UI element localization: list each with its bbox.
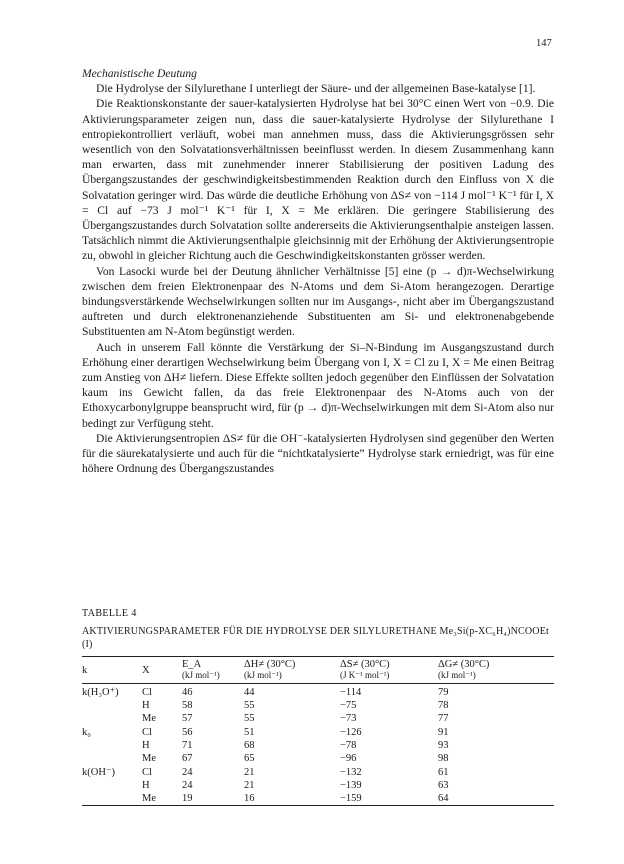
table-row: [82, 779, 554, 792]
section-heading: Mechanistische Deutung: [82, 67, 197, 80]
table-row: [82, 792, 554, 806]
table-cell: Me: [142, 793, 156, 804]
table-cell: 44: [244, 687, 255, 698]
table-bottom-rule: [82, 806, 554, 813]
table-cell: 46: [182, 687, 193, 698]
table-block: [82, 608, 554, 812]
table-cell: Cl: [142, 727, 152, 738]
table-cell: [82, 779, 142, 792]
column-header: k: [82, 657, 142, 684]
table-cell: 79: [438, 687, 449, 698]
table-cell: −96: [340, 753, 357, 764]
table-row: [82, 765, 554, 779]
column-header: ΔG≠ (30°C) (kJ mol⁻¹): [438, 657, 554, 684]
column-header: E_A (kJ mol⁻¹): [182, 657, 244, 684]
table-cell: 67: [182, 753, 193, 764]
table-cell: 51: [244, 727, 255, 738]
table-cell: −78: [340, 740, 357, 751]
table-cell: −114: [340, 687, 362, 698]
table-cell: −139: [340, 780, 362, 791]
table-cell: 55: [244, 700, 255, 711]
body-text: [82, 66, 554, 476]
table-cell: H: [142, 740, 150, 751]
table-cell: 56: [182, 727, 193, 738]
table-cell: −75: [340, 700, 357, 711]
paragraph: Die Reaktionskonstante der sauer-katalysierten Hydrolyse hat bei 30°C einen Wert von −0.9. Die Aktivierungsparameter zeigen nun, dass die sauer-katalysierte Hydrolyse der Silylurethane I entropiekontrolliert verläuft, wobei man annehmen muss, dass die Aktivierungsgrössen sehr wesentlich von den Solvatationsverhältnissen beeinflusst werden. In diesem Zusammenhang kann man erwarten, dass mit zunehmender innerer Stabilisierung der positiven Ladung des Übergangszustandes der geschwindigkeitsbestimmenden Reaktion durch den Einfluss von X die Solvatation geringer wird. Das würde die deutliche Erhöhung von ΔS≠ von −114 J mol⁻¹ K⁻¹ für I, X = Cl auf −73 J mol⁻¹ K⁻¹ für I, X = Me erklären. Die geringere Stabilisierung des Übergangszustandes durch Solvatation sollte andererseits die Aktivierungsenthalpie ansteigen lassen. Tatsächlich nimmt die Aktivierungsenthalpie gleichsinnig mit der Erhöhung der Aktivierungsentropie zu, obwohl in gleicher Richtung auch die Geschwindigkeitskonstanten grösser werden.: [82, 97, 554, 263]
table-cell: [82, 752, 142, 765]
table-cell: 21: [244, 767, 255, 778]
table-cell: 91: [438, 727, 449, 738]
table-cell: 55: [244, 713, 255, 724]
table-cell: H: [142, 780, 150, 791]
table-row: [82, 684, 554, 700]
table-cell: Cl: [142, 687, 152, 698]
table-cell: [82, 699, 142, 712]
table-cell: 64: [438, 793, 449, 804]
table-cell: 58: [182, 700, 193, 711]
table-cell: 65: [244, 753, 255, 764]
table-cell: 77: [438, 713, 449, 724]
activation-parameters-table: [82, 656, 554, 812]
table-cell: H: [142, 700, 150, 711]
table-cell: 19: [182, 793, 193, 804]
table-label: TABELLE 4: [82, 608, 137, 619]
table-cell: 78: [438, 700, 449, 711]
table-cell: 71: [182, 740, 193, 751]
paragraph: Die Aktivierungsentropien ΔS≠ für die OH⁻-katalysierten Hydrolysen sind gegenüber den Werten für die säurekatalysierte und auch für die “nichtkatalysierte” Hydrolyse stark erniedrigt, was für eine höhere Ordnung des Übergangszustandes: [82, 431, 554, 476]
table-row: [82, 699, 554, 712]
table-cell: −126: [340, 727, 362, 738]
table-cell: −132: [340, 767, 362, 778]
table-cell: 24: [182, 767, 193, 778]
table-cell: −73: [340, 713, 357, 724]
column-header: X: [142, 657, 182, 684]
table-row: [82, 712, 554, 725]
paragraph: Die Hydrolyse der Silylurethane I unterliegt der Säure- und der allgemeinen Base-katalyse [1].: [96, 82, 536, 96]
table-cell: 93: [438, 740, 449, 751]
table-cell: −159: [340, 793, 362, 804]
table-cell: Me: [142, 753, 156, 764]
table-caption: AKTIVIERUNGSPARAMETER FÜR DIE HYDROLYSE DER SILYLURETHANE Me₃Si(p-XC₆H₄)NCOOEt (I): [82, 626, 550, 650]
table-cell: 16: [244, 793, 255, 804]
table-cell: [82, 792, 142, 806]
table-cell: Me: [142, 713, 156, 724]
table-cell: 57: [182, 713, 193, 724]
table-row: [82, 725, 554, 739]
table-header-row: [82, 657, 554, 684]
table-row: [82, 739, 554, 752]
table-cell: [82, 739, 142, 752]
table-cell: k₀: [82, 727, 91, 738]
table-cell: 61: [438, 767, 449, 778]
table-cell: 63: [438, 780, 449, 791]
table-cell: 21: [244, 780, 255, 791]
column-header: ΔH≠ (30°C) (kJ mol⁻¹): [244, 657, 340, 684]
table-cell: k(OH⁻): [82, 767, 115, 778]
table-row: [82, 752, 554, 765]
table-cell: 68: [244, 740, 255, 751]
table-cell: 98: [438, 753, 449, 764]
column-header: ΔS≠ (30°C) (J K⁻¹ mol⁻¹): [340, 657, 438, 684]
table-cell: 24: [182, 780, 193, 791]
table-cell: [82, 712, 142, 725]
table-cell: Cl: [142, 767, 152, 778]
page-number: 147: [536, 38, 552, 49]
paragraph: Von Lasocki wurde bei der Deutung ähnlicher Verhältnisse [5] eine (p → d)π-Wechselwirkung zwischen dem freien Elektronenpaar des N-Atoms und dem Si-Atom herangezogen. Derartige bindungsverstärkende Wechselwirkungen sollten nur im Ausgangs-, nicht aber im Übergangszustand auftreten und durch elektronenanziehende Substituenten am Si- und elektronenabgebende Substituenten am N-Atom begünstigt werden.: [82, 264, 554, 339]
table-cell: k(H₃O⁺): [82, 687, 119, 698]
paragraph: Auch in unserem Fall könnte die Verstärkung der Si–N-Bindung im Ausgangszustand durch Erhöhung einer derartigen Wechselwirkung beim Übergang von I, X = Cl zu I, X = Me einen Beitrag zum Anstieg von ΔH≠ liefern. Diese Effekte sollten jedoch gegenüber den Einflüssen der Solvatation kaum ins Gewicht fallen, da das freie Elektronenpaar des N-Atoms auch von der Ethoxycarbonylgruppe beansprucht wird, für (p → d)π-Wechselwirkungen mit dem Si-Atom also nur bedingt zur Verfügung steht.: [82, 340, 554, 430]
